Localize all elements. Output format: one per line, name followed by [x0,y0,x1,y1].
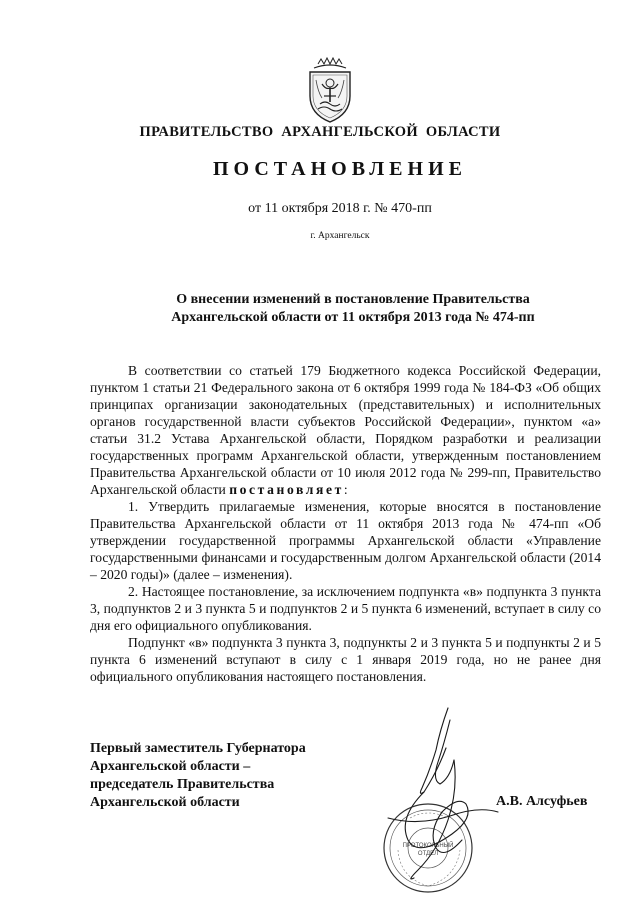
coat-of-arms-icon [300,56,360,126]
signer-position-line-4: Архангельской области [90,795,240,810]
stamp-text: ПРОТОКОЛЬНЫЙ [402,843,454,849]
handwritten-signature-icon [388,708,498,879]
document-title [90,291,616,327]
stamp-text-2: ОТДЕЛ [417,851,439,857]
round-stamp-icon [384,804,472,892]
document-city: г. Архангельск [310,231,370,241]
item-1-paragraph: 1. Утвердить прилагаемые изменения, которые вносятся в постановление Правительства Архангельской области от 11 октября 2013 года № 474-пп «Об утверждении государственной программы Архангельской области «Управление государственными финансами и государственным долгом Архангельской области (2014 – 2020 годы)» (далее – изменения). [90,499,601,582]
document-date: от 11 октября 2018 г. № 470-пп [248,201,432,216]
signer-position [90,740,390,812]
resolves-colon: : [343,482,348,497]
document-body [90,362,601,685]
item-2-paragraph: 2. Настоящее постановление, за исключением подпункта «в» подпункта 3 пункта 3, подпунктов 2 и 3 пункта 5 и подпунктов 2 и 5 пункта 6 изменений, вступает в силу со дня его официального опубликования. [90,584,601,633]
title-line-1: О внесении изменений в постановление Правительства [176,292,530,307]
signer-position-line-3: председатель Правительства [90,777,275,792]
title-line-2: Архангельской области от 11 октября 2013 года № 474-пп [171,310,535,325]
preamble-text: В соответствии со статьей 179 Бюджетного кодекса Российской Федерации, пунктом 1 статьи 21 Федерального закона от 6 октября 1999 года № 184-ФЗ «Об общих принципах организации законодательных (представительных) и исполнительных органов государственной власти субъектов Российской Федерации», пунктом «а» статьи 31.2 Устава Архангельской области, Порядком разработки и реализации государственных программ Архангельской области, утвержденным постановлением Правительства Архангельской области от 10 июля 2012 года № 299-пп, Правительство Архангельской области [90,363,601,497]
document-type: ПОСТАНОВЛЕНИЕ [213,158,467,180]
resolves-word: постановляет [229,482,344,497]
item-3-paragraph: Подпункт «в» подпункта 3 пункта 3, подпункты 2 и 3 пункта 5 и подпункты 2 и 5 пункта 6 изменений вступают в силу с 1 января 2019 года, но не ранее дня официального опубликования настоящего постановления. [90,635,601,684]
preamble-paragraph [90,362,601,498]
signer-position-line-1: Первый заместитель Губернатора [90,741,306,756]
organization-name: ПРАВИТЕЛЬСТВО АРХАНГЕЛЬСКОЙ ОБЛАСТИ [139,124,501,140]
signer-position-line-2: Архангельской области – [90,759,251,774]
signer-name: А.В. Алсуфьев [496,794,588,809]
